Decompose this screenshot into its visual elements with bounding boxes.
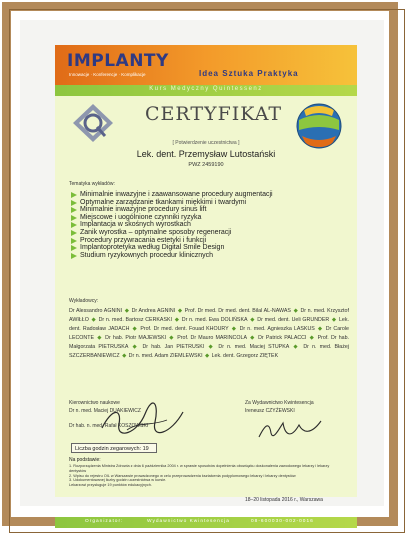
hours-box (71, 443, 157, 453)
scientific-board-name-1: Dr n. med. Maciej DUAKIEWICZ (69, 408, 141, 414)
topic-item: Zanik wyrostka – optymalne sposoby regeneracji (71, 229, 273, 237)
topic-item: Studium ryzykownych procedur klinicznych (71, 252, 273, 260)
diamond-separator-icon: ◆ (205, 344, 218, 350)
diamond-separator-icon: ◆ (129, 344, 142, 350)
course-banner-text: Kurs Medyczny Quintessenz (149, 86, 263, 92)
lecturer-name: Dr n. med. Krzysztof AWIŁŁO (69, 308, 349, 323)
diamond-separator-icon: ◆ (173, 317, 181, 323)
lecturer-name: Prof. Dr hab. Małgorzata PIETRUSKA (69, 335, 350, 350)
signature-left-image (97, 400, 187, 438)
hours-value: 19 (142, 446, 149, 452)
diamond-separator-icon: ◆ (229, 326, 239, 332)
diamond-separator-icon: ◆ (247, 335, 258, 341)
lecturer-name: Prof. Dr Mauro MARINCOLA (177, 335, 247, 341)
signature-right-image (255, 415, 325, 443)
hours-label: Liczba godzin zegarowych: (75, 446, 142, 452)
lecturers-label: Wykładowcy: (69, 298, 99, 304)
diamond-separator-icon: ◆ (123, 308, 131, 314)
certificate-header (55, 45, 357, 85)
footer-organizer: Organizator: (85, 519, 124, 524)
footer-code: 08-600030-002-0016 (251, 519, 314, 524)
diamond-separator-icon: ◆ (89, 317, 98, 323)
diamond-separator-icon: ◆ (290, 344, 303, 350)
diamond-separator-icon: ◆ (291, 308, 300, 314)
footer-publisher: Wydawnictwo Kwintesencja (147, 519, 230, 524)
topics-label: Tematyka wykładów: (69, 181, 115, 187)
brand-subtitle: Innowacje · Konferencje · Komplikacje (69, 72, 146, 77)
lecturer-name: Dr hab. Jan PIETRUSKI (142, 344, 205, 350)
lecturer-name: Dr n. med. Maciej STUPKA (218, 344, 290, 350)
diamond-separator-icon: ◆ (95, 335, 105, 341)
diamond-separator-icon: ◆ (167, 335, 177, 341)
lecturers-list (69, 307, 349, 361)
topic-item: Implantoprotetyka według Digital Smile Design (71, 244, 273, 252)
topic-item: Optymalne zarządzanie tkankami miękkimi i twardymi (71, 199, 273, 207)
participant-name: Lek. dent. Przemysław Lutostański (136, 149, 276, 159)
lecturer-name: Lek. dent. Radosław JADACH (69, 317, 349, 332)
certificate (55, 45, 357, 524)
scientific-board-label: Kierownictwo naukowe (69, 400, 120, 406)
publisher-label: Za Wydawnictwo Kwintesencja (245, 400, 314, 406)
lecturer-name: Dr n. med. Ewa DOLIŃSKA (181, 317, 248, 323)
lecturer-name: Prof. Dr med. dent. Fouad KHOURY (140, 326, 229, 332)
confirmation-label: [ Potwierdzenie uczestnictwa ] (172, 140, 240, 146)
diamond-separator-icon: ◆ (248, 317, 257, 323)
course-dates: 18–20 listopada 2016 r., Warszawa (245, 497, 323, 503)
brand-title: IMPLANTY (67, 51, 169, 71)
topic-item: Procedury przywracania estetyki i funkcji (71, 237, 273, 245)
diamond-separator-icon: ◆ (176, 308, 184, 314)
basis-item: 3. Udokumentowanej liczby godzin uczestnictwa w kursie. (69, 478, 167, 483)
diamond-separator-icon: ◆ (130, 326, 140, 332)
diamond-separator-icon: ◆ (203, 353, 211, 359)
diamond-separator-icon: ◆ (120, 353, 128, 359)
publisher-representative: Ireneusz CZYŻEWSKI (245, 408, 295, 414)
basis-list (69, 464, 345, 488)
participant-pwz: PWZ 2459190 (188, 162, 224, 168)
topic-item: Minimalnie inwazyjne i zaawansowane procedury augmentacji (71, 191, 273, 199)
lecturer-name: Dr med. dent. Ueli GRUNDER (257, 317, 330, 323)
diamond-separator-icon: ◆ (315, 326, 325, 332)
lecturer-name: Dr n. med. Błażej SZCZERBANIEWICZ (69, 344, 349, 359)
diamond-separator-icon: ◆ (330, 317, 338, 323)
course-banner (55, 85, 357, 96)
topics-list (71, 191, 273, 259)
topic-item: Minimalnie inwazyjne procedury sinus lift (71, 206, 273, 214)
basis-item: 1. Rozporządzenia Ministra Zdrowia z dnia 6 października 2004 r. w sprawie sposobów dopełnienia obowiązku doskonalenia zawodowego lekarzy i lekarzy dentystów (69, 464, 330, 473)
topic-item: Miejscowe i uogólnione czynniki ryzyka (71, 214, 273, 222)
basis-label: Na podstawie: (69, 457, 101, 463)
diamond-separator-icon: ◆ (307, 335, 317, 341)
basis-item: Lekarzowi przysługuje 19 punktów edukacyjnych. (69, 483, 152, 488)
scientific-board-name-2: Dr hab. n. med. Rafał KOSZOWSKI (69, 423, 149, 429)
brand-tagline: Idea Sztuka Praktyka (199, 69, 299, 78)
lecturer-name: Dr n. med. Adam ZIEMLEWSKI (128, 353, 203, 359)
lecturer-name: Dr Andrea AGNINI (131, 308, 176, 314)
lecturer-name: Dr hab. Piotr MAJEWSKI (105, 335, 167, 341)
lecturer-name: Dr Patrick PALACCI (258, 335, 307, 341)
lecturer-name: Dr n. med. Agnieszka LASKUS (239, 326, 315, 332)
lecturer-name: Dr n. med. Bartosz CERKASKI (98, 317, 172, 323)
topic-item: Implantacja w skośnych wyrostkach (71, 221, 273, 229)
lecturer-name: Prof. Dr med. Dr med. dent. Bilal AL-NAWAS (184, 308, 291, 314)
lecturer-name: Lek. dent. Grzegorz ZIĘTEK (211, 353, 279, 359)
basis-item: 2. Wpisu do rejestru OIL w Warszawie prowadzonego w celu przeprowadzenia kształcenia podyplomowego lekarzy i lekarzy dentystów (69, 473, 296, 478)
lecturer-name: Dr Alessandro AGNINI (69, 308, 123, 314)
certificate-title: CERTYFIKAT (145, 103, 283, 125)
lecturer-name: Dr Carole LECONTE (69, 326, 349, 341)
